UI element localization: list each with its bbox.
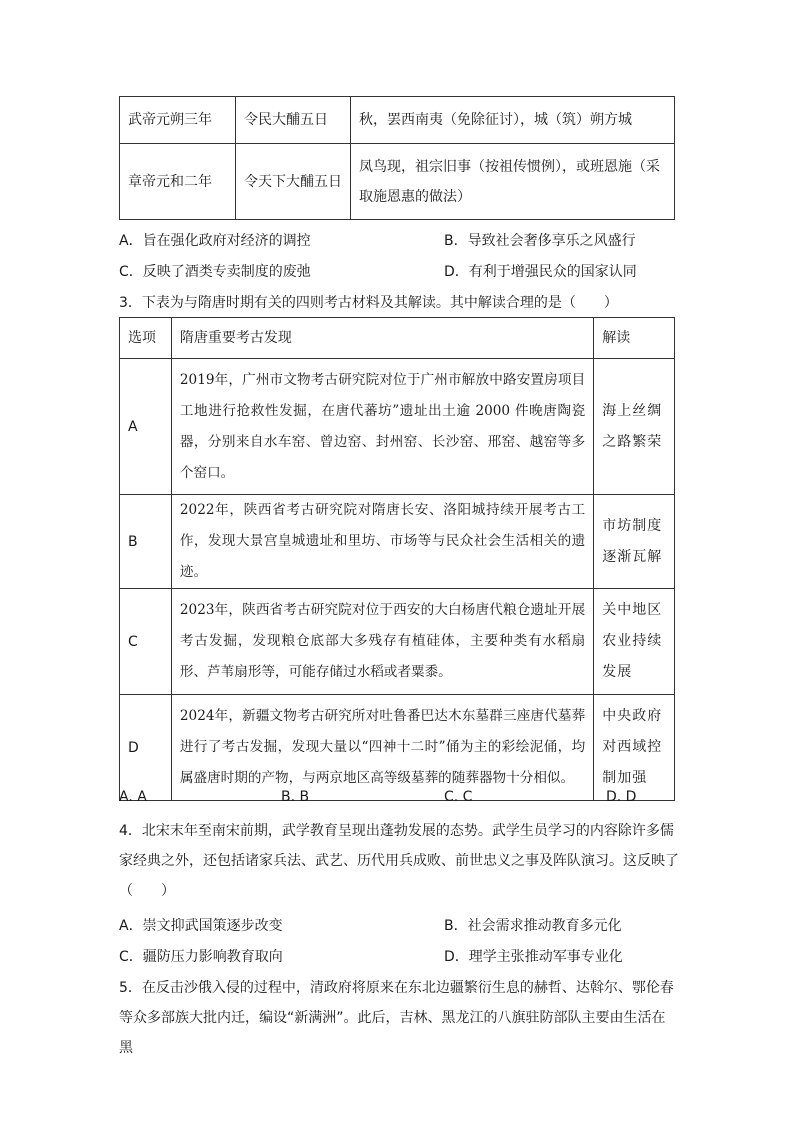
q4-stem: 4．北宋末年至南宋前期，武学教育呈现出蓬勃发展的态势。武学生员学习的内容除许多儒家经典之外，还包括诸家兵法、武艺、历代用兵成败、前世忠义之事及阵队演习。这反映了（ ） [119,823,679,899]
q3-option-c[interactable]: C. C [444,789,473,805]
q4-option-d[interactable]: D．理学主张推动军事专业化 [444,949,623,965]
decree-cell: 令民大酺五日 [236,97,351,144]
header-option: 选项 [120,318,172,359]
feast-decree-table [119,96,675,220]
header-finding: 隋唐重要考古发现 [171,318,593,359]
option-cell: A [120,359,172,495]
reading-cell: 海上丝绸之路繁荣 [594,359,675,495]
table-row [120,359,675,495]
finding-cell: 2019年，广州市文物考古研究院对位于广州市解放中路安置房项目工地进行抢救性发掘，在唐代蕃坊”遗址出土逾 2000 件晚唐陶瓷器，分别来自水车窑、曾边窑、封州窑、长沙窑、邢窑、越窑等多个窑口。 [171,359,593,495]
q2-option-c[interactable]: C．反映了酒类专卖制度的废弛 [119,264,311,280]
q3-stem: 3．下表为与隋唐时期有关的四则考古材料及其解读。其中解读合理的是（ ） [119,295,618,311]
q3-option-a[interactable]: A. A [119,789,147,805]
q4-option-a[interactable]: A．崇文抑武国策逐步改变 [119,918,283,934]
q4-option-b[interactable]: B．社会需求推动教育多元化 [444,918,622,934]
finding-cell: 2023年，陕西省考古研究院对位于西安的大白杨唐代粮仓遗址开展考古发掘，发现粮仓底部大多残存有植硅体，主要种类有水稻扇形、芦苇扇形等，可能存储过水稻或者粟黍。 [171,589,593,695]
context-cell: 凤鸟现，祖宗旧事（按祖传惯例），或班恩施（采取施恩惠的做法） [351,144,675,220]
table-row [120,495,675,589]
finding-cell: 2024年，新疆文物考古研究所对吐鲁番巴达木东墓群三座唐代墓葬进行了考古发掘，发现大量以“四神十二时”俑为主的彩绘泥俑，均属盛唐时期的产物，与两京地区高等级墓葬的随葬器物十分相似。 [171,695,593,801]
q2-option-b[interactable]: B．导致社会奢侈享乐之风盛行 [444,233,636,249]
q5-stem: 5．在反击沙俄入侵的过程中，清政府将原来在东北边疆繁衍生息的赫哲、达斡尔、鄂伦春等众多部族大批内迁，编设“新满洲”。此后，吉林、黑龙江的八旗驻防部队主要由生活在黑 [119,980,674,1056]
era-cell: 武帝元朔三年 [120,97,236,144]
table-row [120,695,675,801]
option-cell: B [120,495,172,589]
table-row [120,589,675,695]
table-header-row [120,318,675,359]
q4-option-c[interactable]: C．疆防压力影响教育取向 [119,949,283,965]
option-cell: D [120,695,172,801]
reading-cell: 市坊制度逐渐瓦解 [594,495,675,589]
era-cell: 章帝元和二年 [120,144,236,220]
archaeology-table [119,317,675,801]
q3-option-d[interactable]: D. D [606,789,637,805]
reading-cell: 关中地区农业持续发展 [594,589,675,695]
context-cell: 秋，罢西南夷（免除征讨），城（筑）朔方城 [351,97,675,144]
reading-cell: 中央政府对西域控制加强 [594,695,675,801]
header-reading: 解读 [594,318,675,359]
table-row [120,144,675,220]
q2-option-a[interactable]: A．旨在强化政府对经济的调控 [119,233,311,249]
finding-cell: 2022年，陕西省考古研究院对隋唐长安、洛阳城持续开展考古工作，发现大景宫皇城遗址和里坊、市场等与民众社会生活相关的遗迹。 [171,495,593,589]
table-row [120,97,675,144]
option-cell: C [120,589,172,695]
decree-cell: 令天下大酺五日 [236,144,351,220]
q2-option-d[interactable]: D．有利于增强民众的国家认同 [444,264,637,280]
q3-option-b[interactable]: B. B [281,789,310,805]
